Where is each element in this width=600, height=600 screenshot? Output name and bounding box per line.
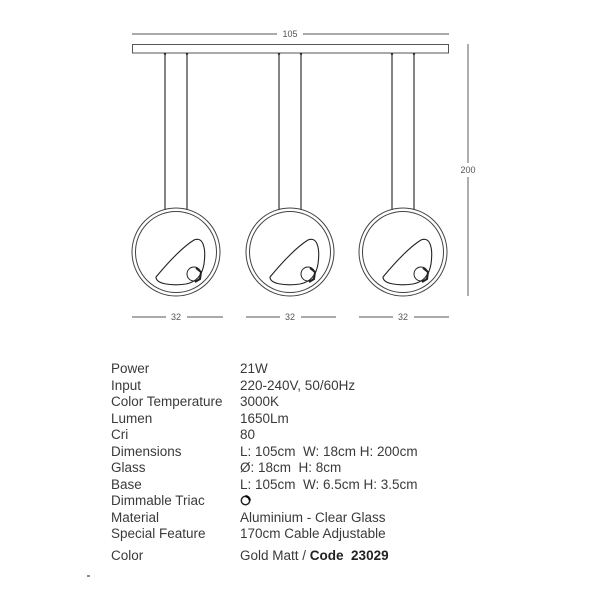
spec-value: 220-240V, 50/60Hz	[240, 377, 356, 393]
spec-row-color-temperature	[111, 394, 531, 411]
pendant-width-dimension-2	[246, 312, 336, 322]
spec-label: Dimensions	[111, 443, 182, 459]
width-label: 105	[282, 29, 298, 39]
height-label: 200	[460, 165, 476, 175]
width-dimension	[132, 29, 449, 39]
dimmable-triac-icon	[240, 495, 251, 506]
spec-label: Dimmable Triac	[111, 493, 205, 508]
spec-row-glass	[111, 460, 531, 477]
spec-label: Color	[111, 547, 144, 563]
pendant-1	[132, 53, 220, 296]
spec-row-input	[111, 378, 531, 395]
spec-row-lumen	[111, 411, 531, 428]
spec-label: Lumen	[111, 410, 153, 426]
spec-row-power	[111, 361, 531, 378]
spec-row-dimmable-triac	[111, 493, 531, 510]
pendant-2	[246, 53, 334, 296]
pendant-width-dimension-3	[359, 312, 449, 322]
ceiling-base-bar	[133, 45, 449, 54]
svg-text:32: 32	[397, 312, 409, 322]
spec-label: Power	[111, 361, 150, 376]
page-marker	[87, 575, 90, 577]
spec-label: Glass	[111, 460, 146, 475]
svg-text:32: 32	[284, 312, 296, 322]
svg-text:32: 32	[170, 312, 182, 322]
pendant-3	[359, 53, 447, 296]
spec-value: L: 105cm W: 6.5cm H: 3.5cm	[240, 476, 418, 492]
spec-value: Aluminium - Clear Glass	[240, 509, 386, 525]
color-value: Gold Matt	[240, 547, 299, 563]
spec-label: Cri	[111, 427, 129, 442]
spec-row-special-feature	[111, 526, 531, 543]
spec-label: Color Temperature	[111, 394, 223, 409]
spec-value	[240, 548, 389, 565]
height-dimension	[460, 44, 475, 296]
spec-value: 80	[240, 427, 256, 442]
spec-label: Base	[111, 476, 142, 492]
spec-label: Input	[111, 377, 142, 393]
spec-row-dimensions	[111, 444, 531, 461]
pendant-width-dimension-1	[132, 312, 223, 322]
spec-label: Material	[111, 509, 160, 525]
spec-row-base	[111, 477, 531, 494]
spec-value: 3000K	[240, 394, 280, 409]
color-separator: /	[298, 547, 310, 563]
spec-value: L: 105cm W: 18cm H: 200cm	[240, 443, 418, 459]
spec-value	[240, 493, 251, 510]
spec-row-cri	[111, 427, 531, 444]
spec-row-material	[111, 510, 531, 527]
spec-table	[111, 361, 531, 564]
spec-label: Special Feature	[111, 526, 206, 541]
spec-value: Ø: 18cm H: 8cm	[240, 460, 342, 475]
spec-value: 1650Lm	[240, 410, 289, 426]
spec-value: 170cm Cable Adjustable	[240, 526, 386, 541]
spec-value: 21W	[240, 361, 268, 376]
spec-row-color	[111, 548, 531, 565]
product-code: Code 23029	[309, 547, 389, 563]
